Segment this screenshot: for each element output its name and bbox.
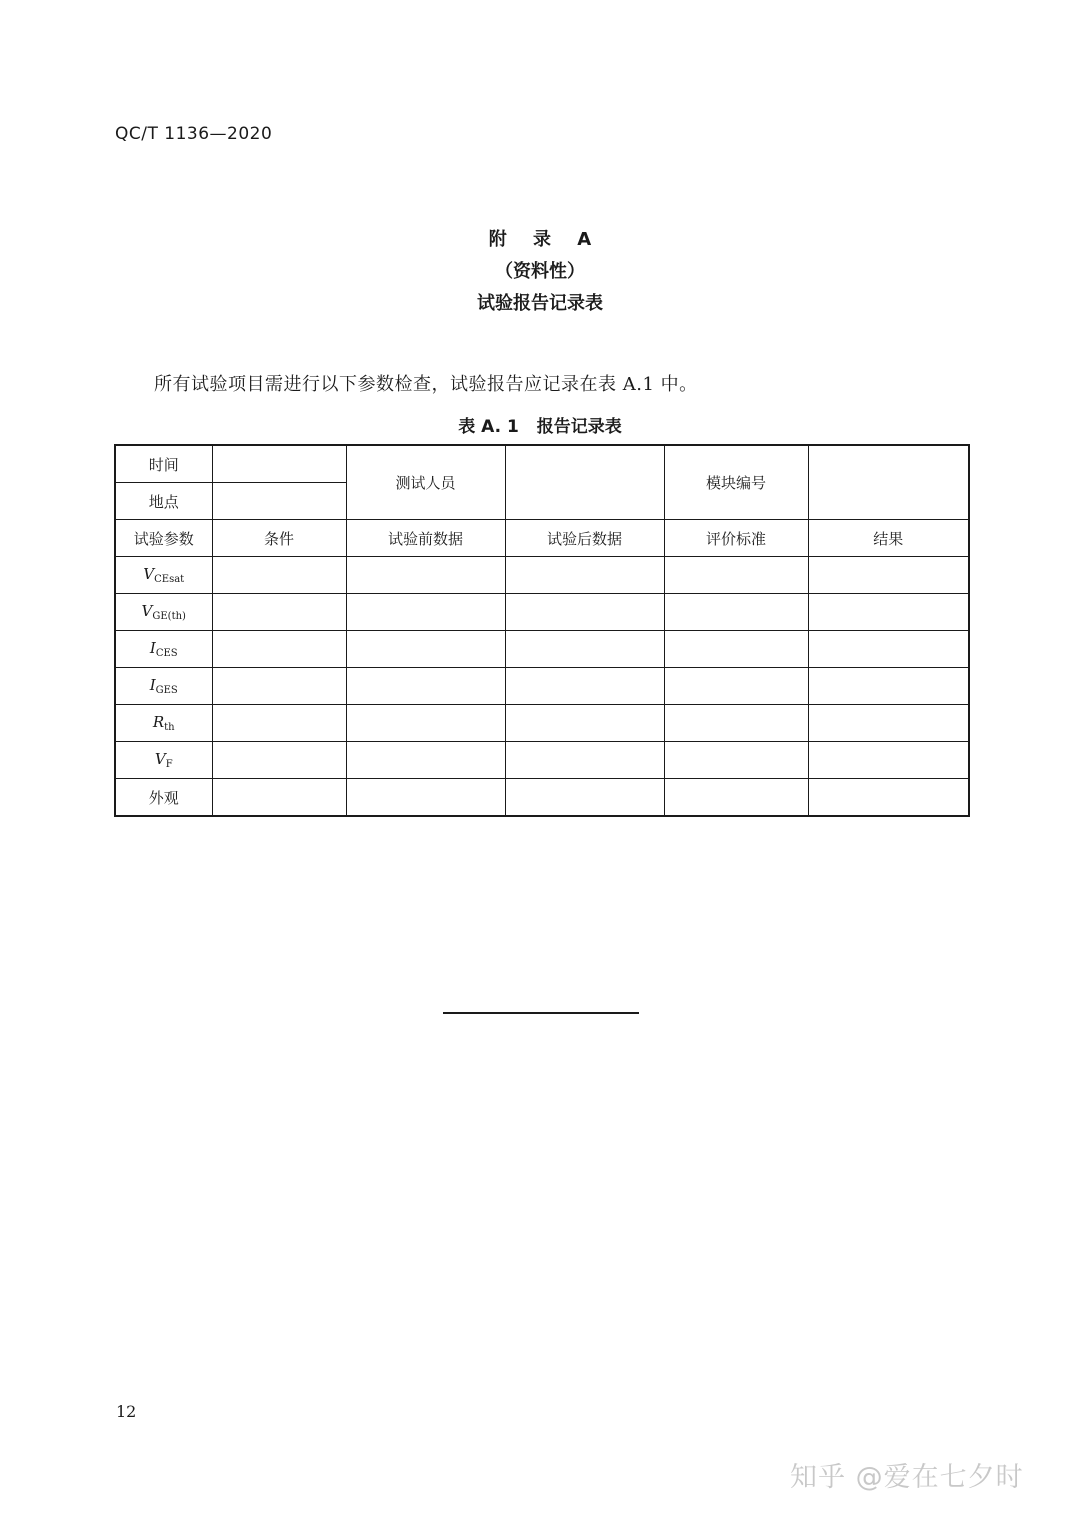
parameter-cell: $R_{th}$: [115, 705, 212, 742]
data-cell: [212, 557, 346, 594]
data-cell: [212, 631, 346, 668]
column-header: 条件: [212, 520, 346, 557]
data-cell: [664, 742, 808, 779]
data-cell: [664, 779, 808, 817]
end-of-document-rule: [443, 1012, 639, 1014]
data-cell: [212, 668, 346, 705]
data-cell: [808, 705, 969, 742]
place-label: 地点: [115, 483, 212, 520]
annex-subtitle: （资料性）: [495, 261, 585, 282]
data-cell: [505, 631, 664, 668]
data-cell: [808, 779, 969, 817]
time-value-cell: [212, 445, 346, 483]
data-cell: [212, 705, 346, 742]
column-header: 试验参数: [115, 520, 212, 557]
report-record-table: [114, 444, 970, 817]
table-row: [115, 705, 969, 742]
table-row: [115, 445, 969, 483]
data-cell: [808, 557, 969, 594]
data-cell: [346, 631, 505, 668]
parameter-cell: $V_{CEsat}$: [115, 557, 212, 594]
intro-paragraph: 所有试验项目需进行以下参数检查，试验报告应记录在表 A.1 中。: [154, 374, 698, 395]
data-cell: [346, 557, 505, 594]
tester-label: 测试人员: [346, 445, 505, 520]
data-cell: [212, 742, 346, 779]
column-header: 评价标准: [664, 520, 808, 557]
standard-code: QC/T 1136—2020: [115, 124, 273, 144]
data-cell: [664, 594, 808, 631]
table-caption: [0, 412, 1080, 437]
column-header-row: [115, 520, 969, 557]
parameter-cell: $I_{GES}$: [115, 668, 212, 705]
data-cell: [664, 631, 808, 668]
table-caption-title: 报告记录表: [536, 417, 622, 437]
parameter-cell: $V_F$: [115, 742, 212, 779]
table-row: [115, 668, 969, 705]
data-cell: [346, 705, 505, 742]
table-caption-number: 表 A. 1: [458, 417, 519, 437]
data-cell: [808, 594, 969, 631]
data-cell: [808, 631, 969, 668]
table-row: [115, 594, 969, 631]
place-value-cell: [212, 483, 346, 520]
table-row: [115, 742, 969, 779]
annex-heading: [0, 224, 1080, 320]
table-row: [115, 557, 969, 594]
data-cell: [346, 779, 505, 817]
data-cell: [808, 742, 969, 779]
tester-value-cell: [505, 445, 664, 520]
module-value-cell: [808, 445, 969, 520]
time-label: 时间: [115, 445, 212, 483]
data-cell: [346, 742, 505, 779]
data-cell: [505, 668, 664, 705]
data-cell: [212, 779, 346, 817]
data-cell: [346, 594, 505, 631]
table-row: [115, 779, 969, 817]
column-header: 结果: [808, 520, 969, 557]
column-header: 试验后数据: [505, 520, 664, 557]
annex-name: 试验报告记录表: [477, 293, 603, 314]
data-cell: [664, 557, 808, 594]
data-cell: [664, 668, 808, 705]
watermark: 知乎 @爱在七夕时: [790, 1462, 1024, 1493]
data-cell: [505, 742, 664, 779]
appearance-label: 外观: [115, 779, 212, 817]
data-cell: [505, 594, 664, 631]
data-cell: [808, 668, 969, 705]
parameter-cell: $I_{CES}$: [115, 631, 212, 668]
data-cell: [505, 779, 664, 817]
annex-title: 附 录 A: [488, 229, 602, 250]
data-cell: [346, 668, 505, 705]
column-header: 试验前数据: [346, 520, 505, 557]
module-label: 模块编号: [664, 445, 808, 520]
data-cell: [212, 594, 346, 631]
data-cell: [505, 705, 664, 742]
table-row: [115, 631, 969, 668]
parameter-cell: $V_{GE(th)}$: [115, 594, 212, 631]
data-cell: [664, 705, 808, 742]
data-cell: [505, 557, 664, 594]
page-number: 12: [116, 1402, 137, 1421]
